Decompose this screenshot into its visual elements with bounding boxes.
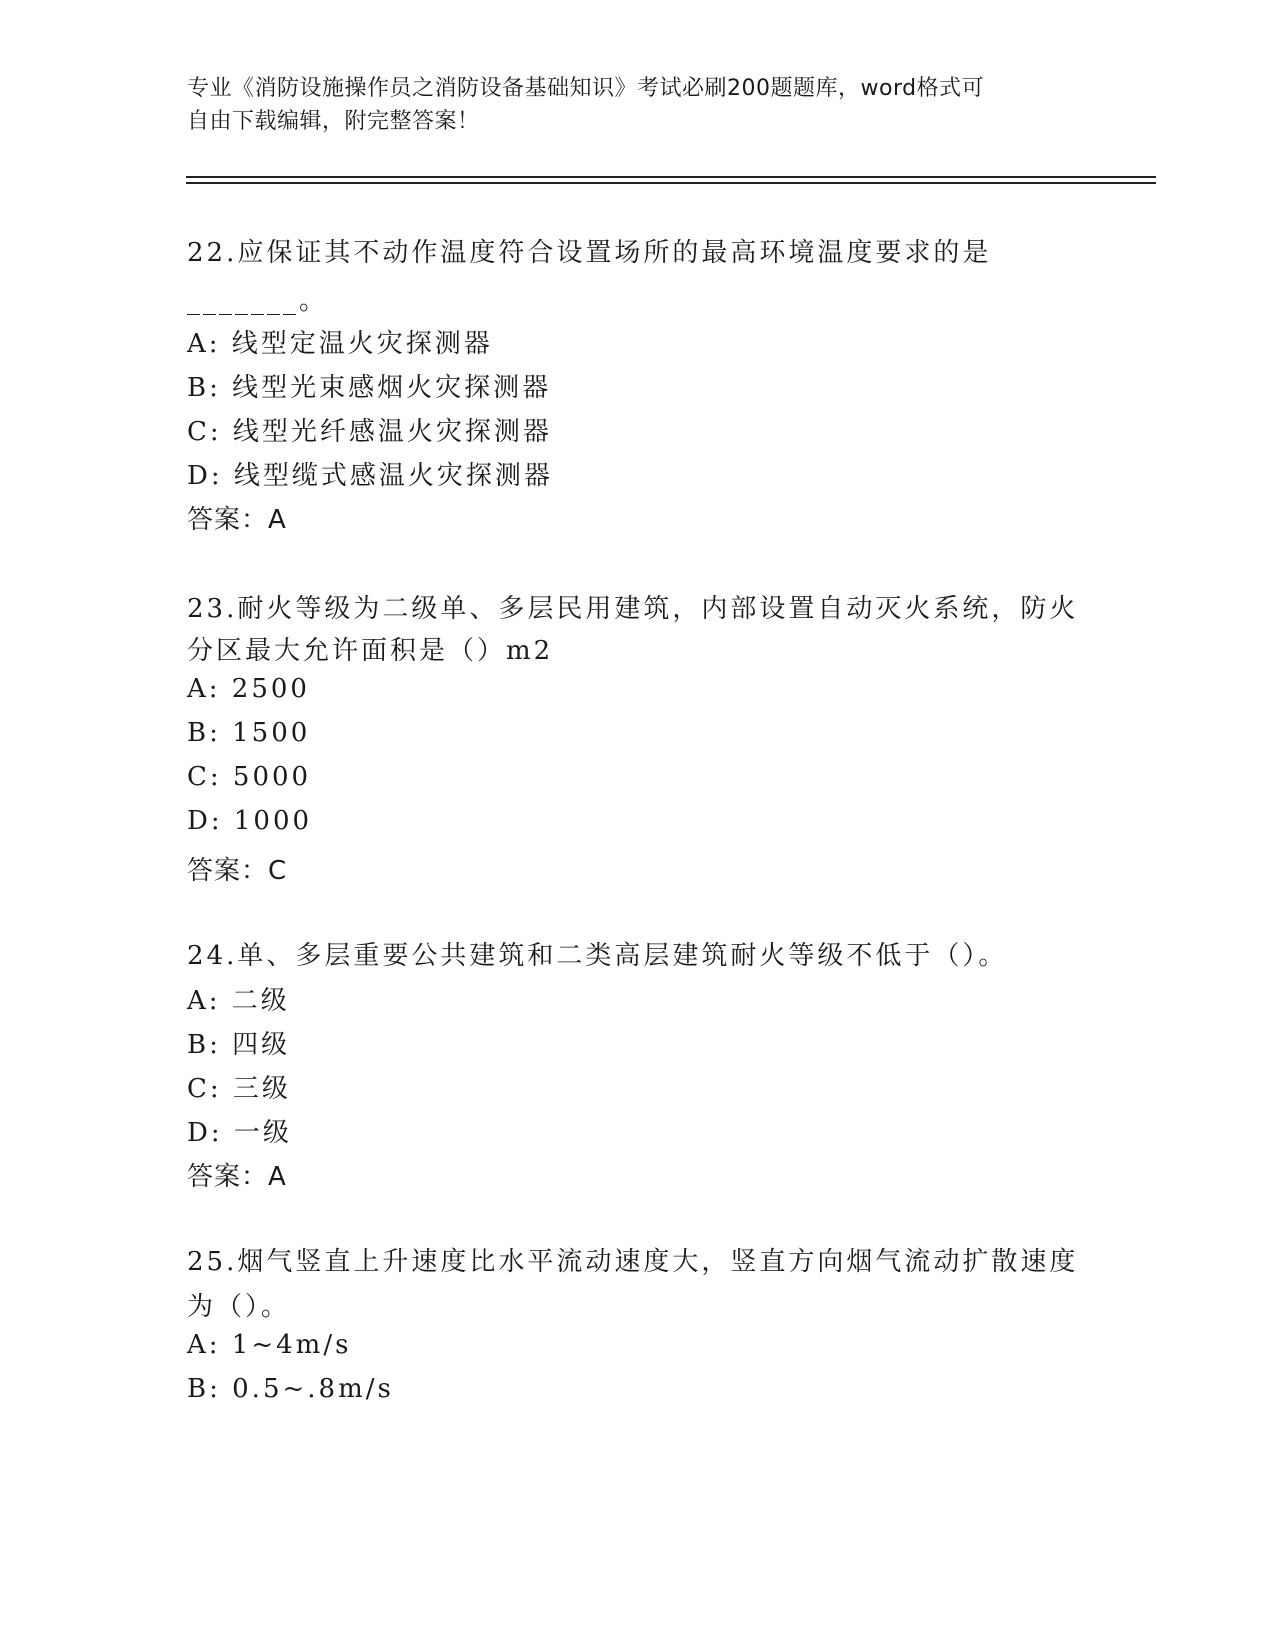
question-23-option-a: A: 2500 <box>187 674 310 704</box>
question-23-stem-cont: 分区最大允许面积是（）m2 <box>187 636 554 666</box>
question-25-option-a: A: 1~4m/s <box>187 1330 352 1360</box>
question-22-answer: 答案：A <box>187 505 287 535</box>
question-22-stem: 22.应保证其不动作温度符合设置场所的最高环境温度要求的是 <box>187 238 992 268</box>
question-25-stem-cont: 为（）。 <box>187 1292 291 1322</box>
document-header <box>187 72 1067 138</box>
question-24-option-b: B: 四级 <box>187 1030 291 1060</box>
question-24-option-a: A: 二级 <box>187 986 290 1016</box>
question-23-answer: 答案：C <box>187 856 288 886</box>
question-24-option-c: C: 三级 <box>187 1074 291 1104</box>
header-divider-top <box>186 176 1156 178</box>
question-25-stem: 25.烟气竖直上升速度比水平流动速度大，竖直方向烟气流动扩散速度 <box>187 1247 1079 1277</box>
header-divider-bottom <box>186 182 1156 184</box>
question-23-option-d: D: 1000 <box>187 806 313 836</box>
question-24-stem: 24.单、多层重要公共建筑和二类高层建筑耐火等级不低于（）。 <box>187 941 1008 971</box>
question-24-answer: 答案：A <box>187 1162 287 1192</box>
question-23-option-b: B: 1500 <box>187 718 311 748</box>
question-22-option-d: D: 线型缆式感温火灾探测器 <box>187 461 553 491</box>
question-22-stem-blank: _______。 <box>187 286 329 316</box>
question-23-option-c: C: 5000 <box>187 762 312 792</box>
question-22-option-a: A: 线型定温火灾探测器 <box>187 329 493 359</box>
question-22-option-c: C: 线型光纤感温火灾探测器 <box>187 417 552 447</box>
question-22-option-b: B: 线型光束感烟火灾探测器 <box>187 373 552 403</box>
question-24-option-d: D: 一级 <box>187 1118 292 1148</box>
question-25-option-b: B: 0.5~.8m/s <box>187 1374 394 1404</box>
header-line-2: 自由下载编辑，附完整答案！ <box>187 109 480 134</box>
question-23-stem: 23.耐火等级为二级单、多层民用建筑，内部设置自动灭火系统，防火 <box>187 594 1079 624</box>
header-line-1: 专业《消防设施操作员之消防设备基础知识》考试必刷200题题库，word格式可 <box>187 76 985 101</box>
